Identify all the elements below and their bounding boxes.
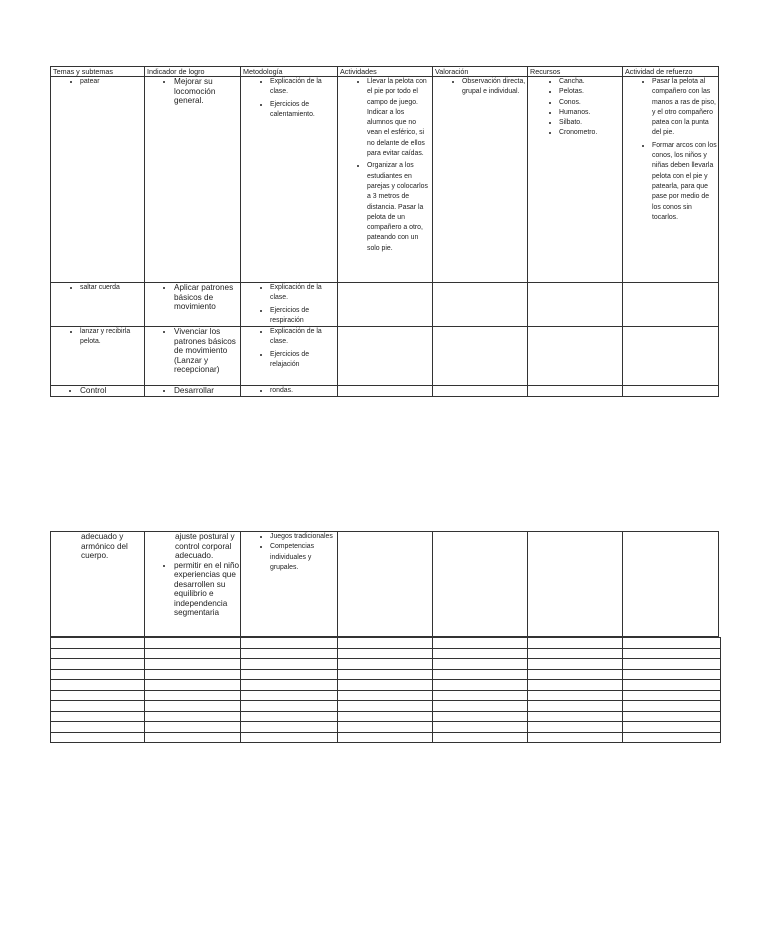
cell-metodologia	[241, 386, 338, 397]
list-item: • Control	[80, 386, 144, 396]
list-item: • Silbato.	[559, 118, 622, 128]
empty-cell	[241, 648, 338, 659]
empty-cell	[145, 680, 241, 691]
empty-cell	[51, 669, 145, 680]
empty-cell	[241, 711, 338, 722]
empty-cell	[623, 669, 721, 680]
header-valoracion: Valoración	[433, 67, 528, 77]
cell-metodologia	[241, 77, 338, 283]
empty-cell	[623, 701, 721, 712]
cell-indicador	[145, 532, 241, 637]
list-item: • Conos.	[559, 98, 622, 108]
empty-cell	[145, 648, 241, 659]
empty-grid	[50, 637, 721, 743]
table-row	[51, 532, 719, 637]
cell-metodologia	[241, 532, 338, 637]
empty-cell	[338, 690, 433, 701]
empty-cell	[528, 659, 623, 670]
header-temas: Temas y subtemas	[51, 67, 145, 77]
empty-cell	[338, 648, 433, 659]
list-item: • Ejercicios de calentamiento.	[270, 100, 337, 121]
empty-cell	[433, 701, 528, 712]
empty-cell	[528, 648, 623, 659]
empty-cell	[338, 680, 433, 691]
empty-cell	[145, 690, 241, 701]
empty-cell	[51, 690, 145, 701]
empty-cell	[433, 648, 528, 659]
list-item: • Competencias individuales y grupales.	[270, 542, 337, 573]
cell-metodologia	[241, 327, 338, 386]
list-item: • Aplicar patrones básicos de movimiento	[174, 283, 240, 312]
list-item: • Formar arcos con los conos, los niños y niñas deben llevarla pelota con el pie y patearla, para que pase por medio de los conos sin tocarlos.	[652, 141, 718, 223]
table-row	[51, 386, 719, 397]
header-indicador: Indicador de logro	[145, 67, 241, 77]
empty-cell	[623, 722, 721, 733]
empty-cell	[241, 690, 338, 701]
empty-cell	[338, 711, 433, 722]
header-metodologia: Metodología	[241, 67, 338, 77]
empty-cell	[528, 680, 623, 691]
continuation-text: adecuado y armónico del cuerpo.	[81, 532, 128, 560]
list-item: • saltar cuerda	[80, 283, 144, 293]
list-item: • Ejercicios de relajación	[270, 350, 337, 371]
empty-cell	[433, 638, 528, 649]
cell-indicador	[145, 77, 241, 283]
empty-cell	[241, 638, 338, 649]
cell-actividades	[338, 77, 433, 283]
list-item: • Desarrollar	[174, 386, 240, 396]
list-item: • lanzar y recibirla pelota.	[80, 327, 144, 348]
empty-cell	[241, 722, 338, 733]
cell-indicador	[145, 386, 241, 397]
header-refuerzo: Actividad de refuerzo	[623, 67, 719, 77]
cell-refuerzo	[623, 77, 719, 283]
empty-cell	[338, 732, 433, 743]
table-row	[51, 711, 721, 722]
empty-cell	[528, 732, 623, 743]
empty-cell	[241, 680, 338, 691]
empty-cell	[51, 701, 145, 712]
list-item: • Observación directa, grupal e individual.	[462, 77, 527, 98]
cell-indicador	[145, 327, 241, 386]
header-recursos: Recursos	[528, 67, 623, 77]
empty-cell	[433, 732, 528, 743]
list-item: • Explicación de la clase.	[270, 77, 337, 98]
list-item: • Vivenciar los patrones básicos de movimiento (Lanzar y recepcionar)	[174, 327, 240, 375]
cell-tema	[51, 532, 145, 637]
table-row	[51, 701, 721, 712]
list-item: • Cronometro.	[559, 128, 622, 138]
empty-cell	[338, 659, 433, 670]
empty-cell	[528, 701, 623, 712]
empty-cell	[528, 669, 623, 680]
list-item: • Juegos tradicionales	[270, 532, 337, 542]
empty-cell	[623, 732, 721, 743]
empty-cell	[623, 680, 721, 691]
empty-cell	[338, 638, 433, 649]
empty-cell	[241, 659, 338, 670]
empty-cell	[623, 711, 721, 722]
list-item: • patear	[80, 77, 144, 87]
empty-cell	[145, 701, 241, 712]
empty-cell	[623, 648, 721, 659]
list-item: • permitir en el niño experiencias que desarrollen su equilibrio e independencia segmentaria	[174, 561, 240, 618]
empty-cell	[433, 669, 528, 680]
table-row	[51, 283, 719, 327]
table-row	[51, 669, 721, 680]
list-item: • rondas.	[270, 386, 337, 396]
table-row	[51, 680, 721, 691]
list-item: • Mejorar su locomoción general.	[174, 77, 240, 106]
empty-cell	[145, 669, 241, 680]
empty-cell	[528, 690, 623, 701]
list-item: • Humanos.	[559, 108, 622, 118]
table-row	[51, 722, 721, 733]
empty-cell	[51, 732, 145, 743]
list-item: • Llevar la pelota con el pie por todo el campo de juego. Indicar a los alumnos que no vean el esférico, si no delante de ellos para evitar caídas.	[367, 77, 432, 159]
header-row	[51, 67, 719, 77]
empty-cell	[51, 711, 145, 722]
empty-cell	[623, 638, 721, 649]
list-item: • Cancha.	[559, 77, 622, 87]
list-item: • Pelotas.	[559, 87, 622, 97]
cell-recursos	[528, 77, 623, 283]
empty-cell	[145, 638, 241, 649]
table-row	[51, 690, 721, 701]
table-row	[51, 77, 719, 283]
empty-cell	[528, 711, 623, 722]
empty-cell	[433, 690, 528, 701]
table-row	[51, 327, 719, 386]
empty-cell	[528, 638, 623, 649]
cell-valoracion	[433, 77, 528, 283]
table-row	[51, 732, 721, 743]
cell-metodologia	[241, 283, 338, 327]
cell-tema	[51, 283, 145, 327]
list-item: • Explicación de la clase.	[270, 283, 337, 304]
cell-tema	[51, 77, 145, 283]
list-item: • Ejercicios de respiración	[270, 306, 337, 327]
list-item: • Explicación de la clase.	[270, 327, 337, 348]
empty-cell	[623, 690, 721, 701]
empty-cell	[51, 722, 145, 733]
header-actividades: Actividades	[338, 67, 433, 77]
empty-cell	[623, 659, 721, 670]
empty-cell	[51, 680, 145, 691]
list-item: • Organizar a los estudiantes en parejas y colocarlos a 3 metros de distancia. Pasar la pelota de un compañero a otro, pateando con un solo pie.	[367, 161, 432, 254]
table-row	[51, 648, 721, 659]
cell-tema	[51, 327, 145, 386]
cell-indicador	[145, 283, 241, 327]
empty-cell	[145, 722, 241, 733]
planning-table-continuation	[50, 531, 719, 637]
empty-cell	[51, 638, 145, 649]
empty-cell	[338, 701, 433, 712]
empty-cell	[338, 722, 433, 733]
empty-cell	[145, 711, 241, 722]
empty-cell	[51, 659, 145, 670]
planning-table	[50, 66, 719, 397]
list-item: • Pasar la pelota al compañero con las manos a ras de piso, y el otro compañero patea con la punta del pie.	[652, 77, 718, 139]
empty-cell	[433, 722, 528, 733]
empty-cell	[241, 669, 338, 680]
empty-cell	[338, 669, 433, 680]
empty-cell	[51, 648, 145, 659]
table-row	[51, 638, 721, 649]
empty-cell	[145, 732, 241, 743]
empty-cell	[241, 701, 338, 712]
empty-cell	[241, 732, 338, 743]
empty-cell	[433, 659, 528, 670]
cell-tema	[51, 386, 145, 397]
empty-cell	[528, 722, 623, 733]
empty-cell	[145, 659, 241, 670]
empty-cell	[433, 680, 528, 691]
table-row	[51, 659, 721, 670]
continuation-text: ajuste postural y control corporal adecuado.	[175, 532, 235, 560]
empty-cell	[433, 711, 528, 722]
